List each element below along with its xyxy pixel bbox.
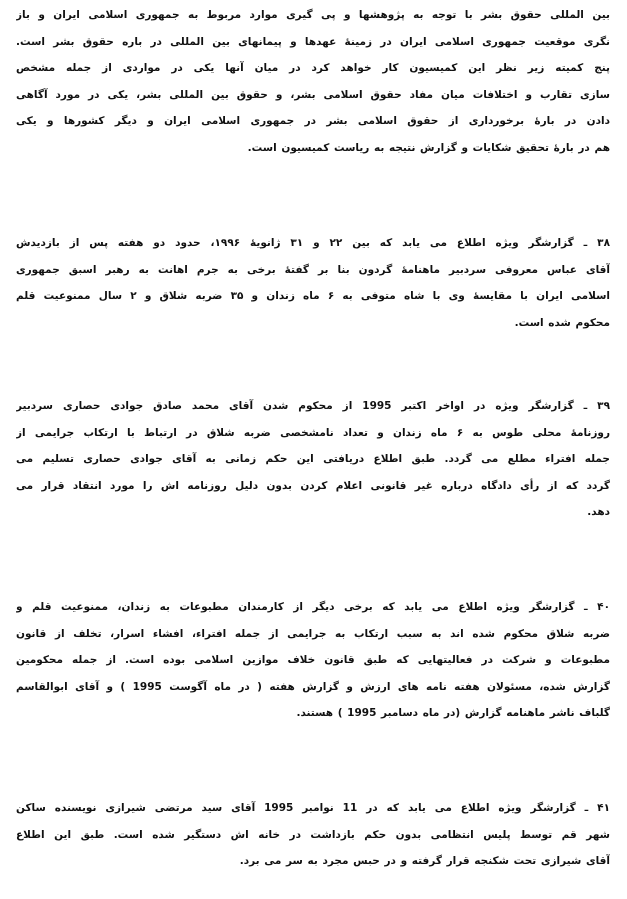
paragraph-39	[16, 393, 610, 526]
text-line: دهد.	[587, 506, 610, 518]
paragraph-intro	[16, 2, 610, 161]
text-line: ۳۹ ـ گزارشگر ویژه در اواخر اکتبر 1995 از محکوم شدن آقای محمد صادق جوادی حصاری سردبیر	[16, 400, 610, 412]
paragraph-40	[16, 594, 610, 727]
text-line: بین المللی حقوق بشر با توجه به پژوهشها و پی گیری موارد مربوط به جمهوری اسلامی ایران و باز	[16, 9, 610, 21]
paragraph-38	[16, 230, 610, 336]
text-line: ۴۰ ـ گزارشگر ویژه اطلاع می یابد که برخی دیگر از کارمندان مطبوعات به زندان، ممنوعیت قلم و	[16, 601, 610, 613]
text-line: روزنامهٔ محلی طوس به ۶ ماه زندان و تعداد نامشخصی ضربه شلاق در ارتباط با ارتکاب جرایمی از	[16, 426, 610, 439]
text-line: محکوم شده است.	[514, 316, 610, 329]
text-line: گزارش شده، مسئولان هفته نامه های ارزش و گزارش هفته ( در ماه آگوست 1995 ) و آقای ابوالقاسم	[16, 680, 610, 693]
text-line: ۳۸ ـ گزارشگر ویژه اطلاع می یابد که بین ۲۲ و ۳۱ ژانویهٔ ۱۹۹۶، حدود دو هفته پس از بازدیدش	[16, 237, 610, 249]
text-line: آقای عباس معروفی سردبیر ماهنامهٔ گردون بنا بر گفتهٔ برخی به جرم اهانت به رهبر اسبق جمهوری	[16, 263, 610, 276]
text-line: ۴۱ ـ گزارشگر ویژه اطلاع می یابد که در 11 نوامبر 1995 آقای سید مرتضی شیرازی نویسنده ساکن	[16, 802, 610, 814]
text-line: شهر قم توسط پلیس انتظامی بدون حکم بازداشت در خانه اش دستگیر شده است. طبق این اطلاع	[16, 828, 610, 841]
text-line: گلباف ناشر ماهنامه گزارش (در ماه دسامبر 1995 ) هستند.	[296, 707, 610, 719]
text-line: گردد که از رأی دادگاه درباره غیر قانونی اعلام کردن بدون دلیل روزنامه اش را مورد انتقاد قرار می	[16, 479, 610, 492]
text-line: اسلامی ایران با مقایسهٔ وی با شاه متوفی به ۶ ماه زندان و ۳۵ ضربه شلاق و ۲ سال ممنوعیت قلم	[16, 290, 610, 302]
text-line: نگری موقعیت جمهوری اسلامی ایران در زمینهٔ عهدها و پیمانهای بین المللی در باره حقوق بشر است.	[16, 35, 610, 48]
text-line: دادن در بارهٔ برخورداری از حقوق اسلامی بشر در جمهوری اسلامی ایران و دیگر کشورها و یکی	[16, 115, 610, 127]
text-line: مطبوعات و شرکت در فعالیتهایی که طبق قانون خلاف موازین اسلامی بوده است. از جمله محکومین	[16, 654, 610, 666]
text-line: سازی تقارب و اختلافات میان مفاد حقوق اسلامی بشر، و حقوق بین المللی بشر، یکی در مورد آگاهی	[16, 88, 610, 101]
text-line: آقای شیرازی تحت شکنجه قرار گرفته و در حبس مجرد به سر می برد.	[239, 855, 610, 867]
text-line: ضربه شلاق محکوم شده اند به سبب ارتکاب به جرایمی از جمله افتراء، افشاء اسرار، تخلف از قانون	[16, 627, 610, 640]
paragraph-41	[16, 795, 610, 875]
text-line: پنج کمیته زیر نظر این کمیسیون کار خواهد کرد در میان آنها یکی در مواردی از جمله مشخص	[16, 62, 610, 74]
text-line: هم در بارهٔ تحقیق شکایات و گزارش نتیجه به ریاست کمیسیون است.	[247, 141, 610, 154]
text-line: جمله افتراء مطلع می گردد. طبق اطلاع دریافتی این حکم زمانی به آقای جوادی حصاری تسلیم می	[16, 453, 610, 465]
